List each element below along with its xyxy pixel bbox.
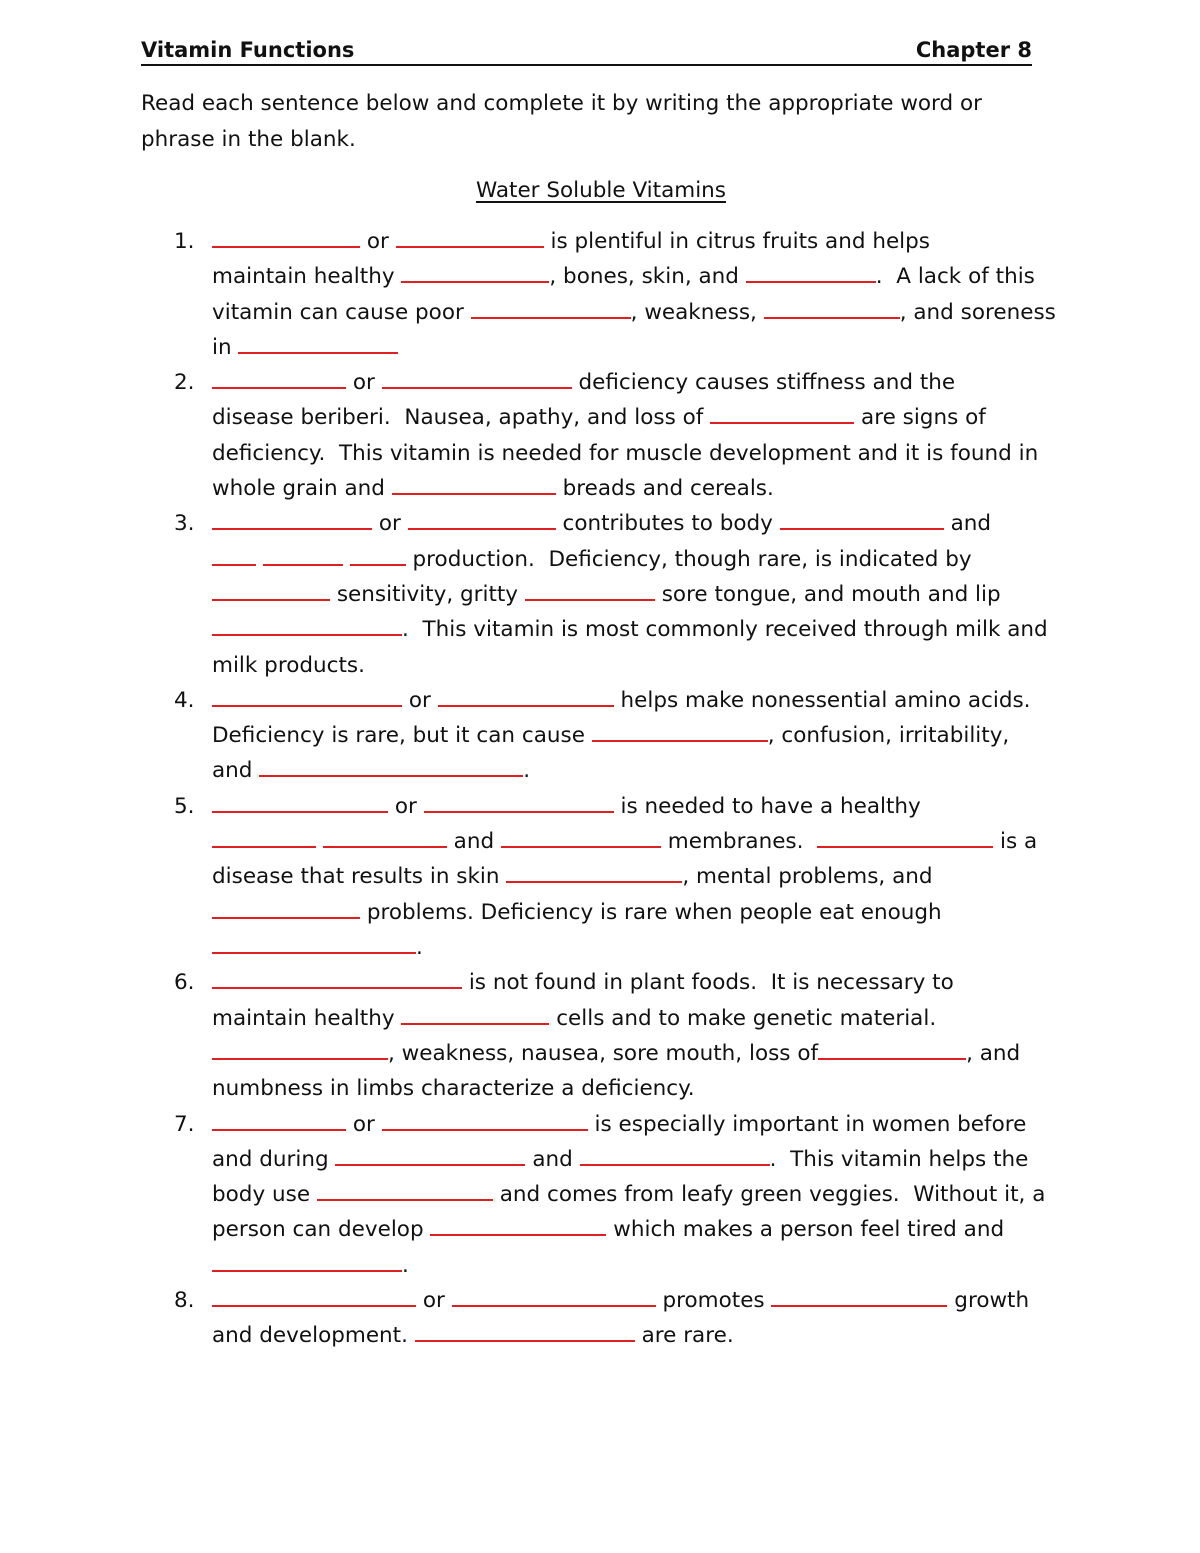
question-text: or (360, 229, 396, 254)
answer-blank[interactable] (780, 506, 944, 530)
question-text: . (416, 934, 423, 960)
question-line (212, 1283, 1029, 1318)
question-number: 3. (174, 511, 195, 537)
answer-blank[interactable] (317, 1177, 493, 1201)
answer-blank[interactable] (438, 683, 614, 707)
answer-blank[interactable] (506, 859, 682, 883)
question-text: is plentiful in citrus fruits and helps (543, 229, 930, 254)
answer-blank[interactable] (501, 824, 661, 848)
question-text: whole grain and (212, 476, 392, 502)
answer-blank[interactable] (452, 1283, 656, 1307)
question-text: , mental problems, and (682, 864, 933, 890)
question-line (212, 1212, 1004, 1247)
question-text: which makes a person feel tired and (606, 1217, 1005, 1243)
answer-blank[interactable] (212, 789, 388, 813)
answer-blank[interactable] (212, 577, 330, 601)
question-line (212, 965, 954, 1000)
question-text: body use (212, 1182, 317, 1208)
question-line (212, 1107, 1026, 1142)
question-line (212, 859, 933, 894)
question-line (212, 930, 423, 965)
question-text: , bones, skin, and (549, 264, 746, 290)
answer-blank[interactable] (382, 1107, 588, 1131)
question-text: sensitivity, gritty (330, 581, 525, 607)
question-number: 5. (174, 793, 195, 819)
question-line (212, 1142, 1028, 1177)
question-text: is needed to have a healthy (613, 793, 921, 819)
question-text: in (212, 334, 239, 360)
question-text (316, 829, 323, 854)
question-line (212, 824, 1037, 859)
question-line (212, 895, 942, 930)
answer-blank[interactable] (396, 224, 544, 248)
answer-blank[interactable] (710, 400, 854, 424)
answer-blank[interactable] (401, 1001, 549, 1025)
question-text: , confusion, irritability, (767, 723, 1010, 749)
question-number: 2. (174, 370, 195, 396)
question-text: or (346, 370, 382, 396)
question-line (212, 683, 1031, 718)
question-text: and (212, 758, 260, 784)
answer-blank[interactable] (471, 295, 631, 319)
question-text: cells and to make genetic material. (549, 1005, 937, 1031)
question-text: Deficiency is rare, but it can cause (212, 723, 592, 749)
worksheet-title: Vitamin Functions (141, 38, 355, 62)
page-header (141, 36, 1032, 66)
question-line (212, 1001, 936, 1036)
answer-blank[interactable] (764, 295, 900, 319)
question-text: and (943, 511, 992, 537)
question-text: , and soreness (899, 299, 1056, 325)
question-text: person can develop (212, 1217, 431, 1243)
question-text: or (346, 1111, 382, 1137)
question-line (212, 365, 955, 400)
question-text: and development. (212, 1323, 415, 1349)
question-text: or (372, 511, 408, 537)
question-text: is not found in plant foods. It is necessary to (462, 970, 954, 996)
question-text: . (402, 1252, 409, 1278)
question-text: or (388, 793, 424, 819)
answer-blank[interactable] (212, 224, 360, 248)
question-line (212, 612, 1048, 647)
answer-blank[interactable] (238, 330, 398, 354)
question-text: are signs of (854, 405, 986, 431)
question-number: 7. (174, 1111, 195, 1137)
question-line (212, 718, 1009, 753)
answer-blank[interactable] (817, 824, 993, 848)
answer-blank[interactable] (401, 259, 549, 283)
question-line (212, 330, 398, 365)
instructions-line-1: Read each sentence below and complete it by writing the appropriate word or (141, 91, 982, 116)
question-text: is especially important in women before (587, 1111, 1027, 1137)
question-text: vitamin can cause poor (212, 299, 471, 325)
question-text (256, 547, 263, 572)
answer-blank[interactable] (259, 753, 523, 777)
question-text: growth (947, 1288, 1030, 1313)
question-text: disease beriberi. Nausea, apathy, and loss of (212, 405, 711, 431)
question-text: maintain healthy (212, 264, 402, 290)
answer-blank[interactable] (580, 1142, 770, 1166)
question-text: or (416, 1288, 452, 1313)
chapter-label: Chapter 8 (915, 38, 1032, 62)
question-number: 6. (174, 970, 195, 996)
question-text: deficiency causes stiffness and the (571, 370, 956, 396)
answer-blank[interactable] (212, 1036, 388, 1060)
answer-blank[interactable] (212, 1107, 346, 1131)
question-text: , weakness, (630, 299, 764, 325)
answer-blank[interactable] (392, 471, 556, 495)
question-text: sore tongue, and mouth and lip (654, 581, 1001, 607)
answer-blank[interactable] (408, 506, 556, 530)
answer-blank[interactable] (212, 930, 416, 954)
question-text: promotes (655, 1288, 772, 1313)
answer-blank[interactable] (592, 718, 768, 742)
question-text: breads and cereals. (555, 476, 774, 502)
question-line (212, 224, 930, 259)
question-line (212, 1318, 734, 1353)
question-line (212, 753, 530, 788)
question-text: , and (966, 1040, 1021, 1066)
question-text: and (525, 1146, 580, 1172)
instructions (141, 86, 1041, 157)
answer-blank[interactable] (212, 965, 462, 989)
question-text: milk products. (212, 652, 365, 678)
question-text: or (402, 687, 438, 713)
question-text: deficiency. This vitamin is needed for muscle development and it is found in (212, 440, 1039, 466)
question-line (212, 542, 972, 577)
question-line (212, 471, 774, 506)
question-line (212, 400, 986, 435)
question-line (212, 577, 1001, 612)
question-text: is a (993, 829, 1038, 855)
question-text: contributes to body (555, 511, 780, 537)
question-line (212, 648, 365, 683)
question-line (212, 436, 1038, 471)
question-text: . A lack of this (875, 264, 1035, 290)
question-text: and (446, 829, 501, 855)
question-text: maintain healthy (212, 1005, 402, 1031)
answer-blank[interactable] (212, 683, 402, 707)
question-number: 8. (174, 1288, 195, 1313)
answer-blank[interactable] (212, 542, 256, 566)
section-title: Water Soluble Vitamins (475, 178, 727, 203)
question-text: and during (212, 1146, 336, 1172)
question-line (212, 506, 991, 541)
question-text: and comes from leafy green veggies. Without it, a (492, 1182, 1046, 1208)
answer-blank[interactable] (430, 1212, 606, 1236)
answer-blank[interactable] (212, 895, 360, 919)
question-text: disease that results in skin (212, 864, 507, 890)
question-text: problems. Deficiency is rare when people eat enough (360, 899, 942, 925)
answer-blank[interactable] (424, 789, 614, 813)
question-number: 4. (174, 687, 195, 713)
answer-blank[interactable] (350, 542, 406, 566)
answer-blank[interactable] (382, 365, 572, 389)
question-text: . (523, 758, 531, 784)
answer-blank[interactable] (212, 612, 402, 636)
question-line (212, 789, 921, 824)
question-text: numbness in limbs characterize a deficiency. (212, 1076, 695, 1102)
question-line (212, 259, 1035, 294)
answer-blank[interactable] (212, 365, 346, 389)
question-text: production. Deficiency, though rare, is indicated by (405, 546, 972, 572)
question-number: 1. (174, 229, 195, 254)
answer-blank[interactable] (746, 259, 876, 283)
question-text: are rare. (634, 1323, 734, 1349)
answer-blank[interactable] (415, 1318, 635, 1342)
question-text: . This vitamin is most commonly received through milk and (402, 617, 1048, 643)
answer-blank[interactable] (263, 542, 343, 566)
answer-blank[interactable] (525, 577, 655, 601)
answer-blank[interactable] (212, 1248, 402, 1272)
instructions-line-2: phrase in the blank. (141, 126, 356, 152)
question-text (343, 547, 350, 572)
question-line (212, 1177, 1045, 1212)
question-text: . This vitamin helps the (769, 1146, 1029, 1172)
answer-blank[interactable] (323, 824, 447, 848)
question-text: membranes. (660, 829, 818, 855)
question-line (212, 1248, 409, 1283)
question-line (212, 1071, 695, 1106)
question-text: , weakness, nausea, sore mouth, loss of (388, 1040, 819, 1066)
question-line (212, 1036, 1020, 1071)
answer-blank[interactable] (212, 1283, 416, 1307)
answer-blank[interactable] (771, 1283, 947, 1307)
answer-blank[interactable] (818, 1036, 966, 1060)
question-line (212, 295, 1056, 330)
answer-blank[interactable] (212, 506, 372, 530)
question-text: helps make nonessential amino acids. (613, 687, 1031, 713)
answer-blank[interactable] (212, 824, 316, 848)
answer-blank[interactable] (335, 1142, 525, 1166)
